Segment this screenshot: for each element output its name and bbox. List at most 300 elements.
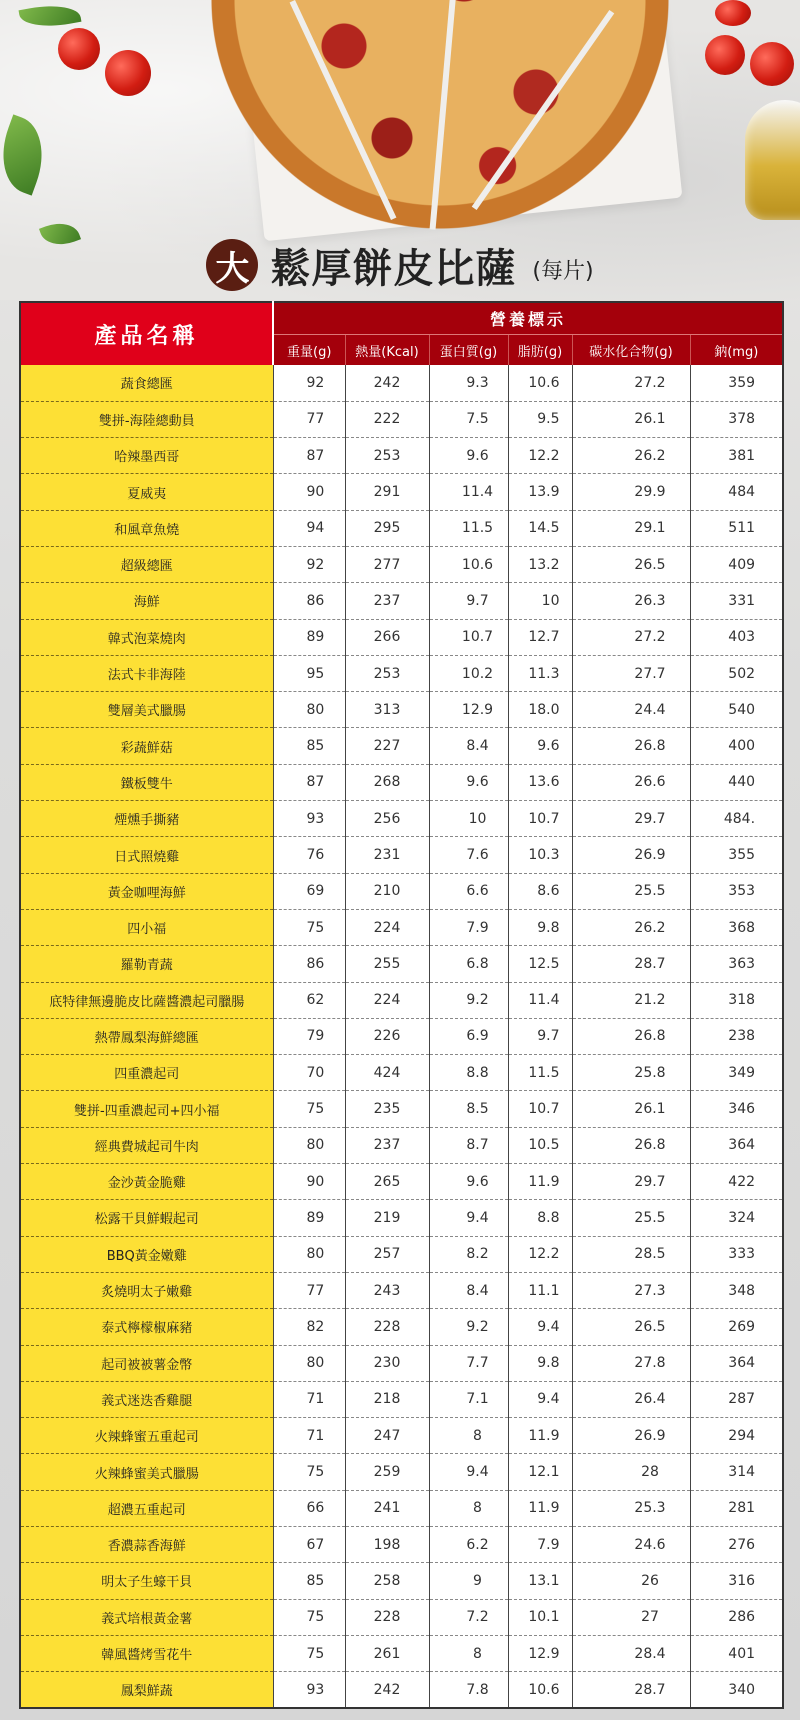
nutrition-value-cell xyxy=(572,1272,690,1308)
nutrition-value-cell xyxy=(273,982,345,1018)
nutrition-value: 364 xyxy=(728,1137,756,1154)
nutrition-value: 87 xyxy=(306,447,325,464)
nutrition-value: 7.9 xyxy=(537,1536,560,1553)
nutrition-value-cell xyxy=(508,1527,572,1563)
title-main: 鬆厚餅皮比薩 xyxy=(270,245,517,292)
table-row xyxy=(20,583,783,619)
nutrition-value: 226 xyxy=(373,1028,401,1045)
nutrition-value: 8 xyxy=(473,1427,482,1444)
nutrition-value: 27.3 xyxy=(634,1282,666,1299)
table-row xyxy=(20,764,783,800)
nutrition-value-cell xyxy=(345,1454,429,1490)
nutrition-value-cell xyxy=(572,692,690,728)
nutrition-value: 340 xyxy=(728,1681,756,1698)
nutrition-value: 238 xyxy=(728,1028,756,1045)
nutrition-value-cell xyxy=(508,1418,572,1454)
nutrition-value: 7.6 xyxy=(466,847,489,863)
table-row xyxy=(20,1200,783,1236)
nutrition-value-cell xyxy=(429,1345,508,1381)
nutrition-value-cell xyxy=(508,1272,572,1308)
nutrition-value-cell xyxy=(572,946,690,982)
nutrition-value-cell xyxy=(273,1200,345,1236)
nutrition-value-cell xyxy=(572,1490,690,1526)
nutrition-value: 9.6 xyxy=(466,447,489,464)
table-row xyxy=(20,474,783,510)
product-name-cell: 超級總匯 xyxy=(20,546,273,582)
product-name-cell: 義式迷迭香雞腿 xyxy=(20,1381,273,1417)
nutrition-value: 77 xyxy=(306,411,325,428)
table-row xyxy=(20,1164,783,1200)
nutrition-value-cell xyxy=(690,909,783,945)
nutrition-value-cell xyxy=(273,655,345,691)
nutrition-value: 331 xyxy=(728,592,756,609)
nutrition-value-cell xyxy=(345,1091,429,1127)
nutrition-value: 28 xyxy=(641,1464,659,1481)
nutrition-value: 11.9 xyxy=(528,1500,560,1517)
page-title xyxy=(0,237,800,293)
nutrition-value: 75 xyxy=(306,1101,325,1118)
nutrition-value: 9.2 xyxy=(466,1318,489,1335)
nutrition-value: 9.6 xyxy=(537,738,560,755)
column-header: 鈉(mg) xyxy=(690,335,783,366)
product-name-cell: 彩蔬鮮菇 xyxy=(20,728,273,764)
table-row xyxy=(20,1599,783,1635)
table-row xyxy=(20,365,783,401)
nutrition-value-cell xyxy=(345,1127,429,1163)
nutrition-value-cell xyxy=(508,946,572,982)
nutrition-value-cell xyxy=(690,1672,783,1708)
nutrition-value-cell xyxy=(690,1164,783,1200)
nutrition-value-cell xyxy=(690,1091,783,1127)
nutrition-value-cell xyxy=(572,1091,690,1127)
nutrition-value: 93 xyxy=(306,810,325,827)
nutrition-value: 62 xyxy=(306,992,325,1009)
nutrition-value-cell xyxy=(690,1272,783,1308)
nutrition-value: 401 xyxy=(728,1645,756,1662)
nutrition-value: 26.9 xyxy=(634,847,666,863)
product-name-cell: 底特律無邊脆皮比薩醬濃起司臘腸 xyxy=(20,982,273,1018)
nutrition-value: 316 xyxy=(728,1572,756,1589)
nutrition-value-cell xyxy=(273,619,345,655)
nutrition-value: 266 xyxy=(373,629,401,646)
nutrition-value-cell xyxy=(690,1200,783,1236)
nutrition-value-cell xyxy=(690,982,783,1018)
nutrition-value: 71 xyxy=(306,1391,325,1408)
nutrition-value-cell xyxy=(429,583,508,619)
nutrition-value: 27.8 xyxy=(634,1355,666,1372)
nutrition-value-cell xyxy=(273,365,345,401)
nutrition-value-cell xyxy=(429,546,508,582)
table-row xyxy=(20,1454,783,1490)
nutrition-value: 11.5 xyxy=(528,1064,560,1081)
nutrition-value-cell xyxy=(508,692,572,728)
nutrition-value-cell xyxy=(508,764,572,800)
nutrition-value: 25.5 xyxy=(634,883,666,900)
nutrition-value: 9.4 xyxy=(466,1209,489,1226)
nutrition-value-cell xyxy=(572,837,690,873)
nutrition-value: 80 xyxy=(306,701,325,718)
nutrition-value-cell xyxy=(508,1563,572,1599)
nutrition-value-cell xyxy=(572,1635,690,1671)
nutrition-value-cell xyxy=(508,909,572,945)
nutrition-value: 90 xyxy=(306,1173,325,1190)
column-header: 碳水化合物(g) xyxy=(572,335,690,366)
nutrition-value-cell xyxy=(572,1055,690,1091)
tomato-icon xyxy=(705,35,745,75)
nutrition-value: 26.2 xyxy=(634,447,666,464)
nutrition-value: 258 xyxy=(373,1572,401,1589)
table-row xyxy=(20,438,783,474)
nutrition-value-cell xyxy=(690,1018,783,1054)
nutrition-value: 12.9 xyxy=(461,701,494,718)
product-name-cell: 雙拼-海陸總動員 xyxy=(20,401,273,437)
nutrition-value: 87 xyxy=(306,774,325,791)
nutrition-value-cell xyxy=(345,946,429,982)
nutrition-value-cell xyxy=(345,1672,429,1708)
table-row xyxy=(20,1381,783,1417)
nutrition-value-cell xyxy=(690,873,783,909)
nutrition-value-cell xyxy=(572,1345,690,1381)
nutrition-value-cell xyxy=(572,1563,690,1599)
nutrition-value: 409 xyxy=(728,556,756,573)
nutrition-value: 66 xyxy=(306,1500,325,1517)
nutrition-value-cell xyxy=(345,1635,429,1671)
nutrition-value-cell xyxy=(345,764,429,800)
column-header: 脂肪(g) xyxy=(508,335,572,366)
nutrition-value-cell xyxy=(273,401,345,437)
nutrition-value-cell xyxy=(572,909,690,945)
nutrition-value-cell xyxy=(508,546,572,582)
nutrition-value: 89 xyxy=(306,629,325,646)
nutrition-value-cell xyxy=(572,1309,690,1345)
nutrition-value-cell xyxy=(508,619,572,655)
nutrition-value: 8.6 xyxy=(537,883,560,900)
nutrition-value: 13.2 xyxy=(528,556,560,573)
nutrition-value: 210 xyxy=(373,883,401,900)
nutrition-value: 224 xyxy=(373,919,401,936)
nutrition-value-cell xyxy=(690,510,783,546)
nutrition-value: 333 xyxy=(728,1246,756,1263)
nutrition-value: 18.0 xyxy=(528,701,560,718)
nutrition-value: 12.7 xyxy=(528,629,560,646)
nutrition-value: 75 xyxy=(306,1609,325,1626)
nutrition-value: 11.3 xyxy=(528,665,560,682)
nutrition-value-cell xyxy=(273,692,345,728)
nutrition-value-cell xyxy=(429,1091,508,1127)
nutrition-value: 368 xyxy=(728,919,756,936)
nutrition-value: 8.8 xyxy=(537,1209,560,1226)
nutrition-value: 27.2 xyxy=(634,374,666,391)
nutrition-value-cell xyxy=(690,1345,783,1381)
table-row xyxy=(20,728,783,764)
nutrition-value-cell xyxy=(572,1672,690,1708)
nutrition-label-header: 營養標示 xyxy=(273,302,783,335)
nutrition-value: 7.2 xyxy=(466,1609,489,1626)
nutrition-value: 261 xyxy=(373,1645,401,1662)
table-row xyxy=(20,619,783,655)
nutrition-value-cell xyxy=(429,801,508,837)
nutrition-value-cell xyxy=(429,692,508,728)
product-name-cell: 火辣蜂蜜美式臘腸 xyxy=(20,1454,273,1490)
nutrition-value: 8.7 xyxy=(466,1137,489,1154)
nutrition-value: 11.9 xyxy=(528,1427,560,1444)
nutrition-value: 318 xyxy=(728,992,756,1009)
nutrition-value: 222 xyxy=(373,411,401,428)
product-name-cell: 日式照燒雞 xyxy=(20,837,273,873)
table-row xyxy=(20,1490,783,1526)
nutrition-value-cell xyxy=(273,583,345,619)
nutrition-value-cell xyxy=(273,1345,345,1381)
nutrition-value: 26 xyxy=(641,1572,659,1589)
nutrition-value: 10.5 xyxy=(528,1137,560,1154)
nutrition-value: 82 xyxy=(306,1318,325,1335)
nutrition-value-cell xyxy=(429,1599,508,1635)
nutrition-value-cell xyxy=(429,728,508,764)
nutrition-value: 12.5 xyxy=(528,955,560,972)
nutrition-value-cell xyxy=(273,474,345,510)
product-name-cell: 火辣蜂蜜五重起司 xyxy=(20,1418,273,1454)
nutrition-value: 75 xyxy=(306,1464,325,1481)
nutrition-value-cell xyxy=(429,946,508,982)
nutrition-value-cell xyxy=(273,728,345,764)
nutrition-value-cell xyxy=(273,510,345,546)
nutrition-value-cell xyxy=(345,728,429,764)
product-name-cell: 羅勒青蔬 xyxy=(20,946,273,982)
nutrition-value: 424 xyxy=(373,1064,401,1081)
nutrition-value-cell xyxy=(572,1527,690,1563)
product-name-cell: 雙層美式臘腸 xyxy=(20,692,273,728)
table-row xyxy=(20,1272,783,1308)
nutrition-value-cell xyxy=(345,401,429,437)
nutrition-value-cell xyxy=(690,401,783,437)
nutrition-value-cell xyxy=(690,546,783,582)
nutrition-value: 21.2 xyxy=(634,992,666,1009)
nutrition-value: 9.7 xyxy=(466,592,489,609)
nutrition-value-cell xyxy=(429,982,508,1018)
nutrition-value: 7.1 xyxy=(466,1391,489,1408)
product-name-cell: 雙拼-四重濃起司+四小福 xyxy=(20,1091,273,1127)
nutrition-value: 70 xyxy=(306,1064,325,1081)
nutrition-value-cell xyxy=(572,583,690,619)
nutrition-value: 219 xyxy=(373,1209,401,1226)
nutrition-value: 484 xyxy=(728,484,756,501)
nutrition-value-cell xyxy=(429,1309,508,1345)
nutrition-value: 10.7 xyxy=(528,1101,560,1118)
nutrition-value: 287 xyxy=(728,1391,756,1408)
nutrition-value: 9.4 xyxy=(466,1464,489,1481)
table-row xyxy=(20,1527,783,1563)
nutrition-value-cell xyxy=(690,764,783,800)
nutrition-value-cell xyxy=(508,1200,572,1236)
size-badge: 大 xyxy=(206,239,258,291)
nutrition-value-cell xyxy=(572,728,690,764)
nutrition-value-cell xyxy=(429,1527,508,1563)
table-row xyxy=(20,1345,783,1381)
nutrition-value-cell xyxy=(345,1018,429,1054)
nutrition-value: 231 xyxy=(373,847,401,863)
nutrition-value: 12.2 xyxy=(528,1246,560,1263)
product-name-cell: 韓式泡菜燒肉 xyxy=(20,619,273,655)
nutrition-value-cell xyxy=(429,438,508,474)
nutrition-value-cell xyxy=(508,728,572,764)
table-row xyxy=(20,1127,783,1163)
nutrition-value-cell xyxy=(273,1454,345,1490)
nutrition-value: 218 xyxy=(373,1391,401,1408)
nutrition-value-cell xyxy=(429,474,508,510)
nutrition-value: 484. xyxy=(723,810,756,827)
nutrition-value: 281 xyxy=(728,1500,756,1517)
nutrition-value: 27.7 xyxy=(634,665,666,682)
nutrition-value: 9.7 xyxy=(537,1028,560,1045)
nutrition-value: 381 xyxy=(728,447,756,464)
nutrition-value-cell xyxy=(690,1309,783,1345)
nutrition-value-cell xyxy=(572,474,690,510)
nutrition-value-cell xyxy=(273,546,345,582)
nutrition-value: 378 xyxy=(728,411,756,428)
nutrition-value: 227 xyxy=(373,738,401,755)
nutrition-value-cell xyxy=(273,1635,345,1671)
nutrition-value-cell xyxy=(345,1055,429,1091)
nutrition-value-cell xyxy=(508,438,572,474)
table-row xyxy=(20,510,783,546)
product-name-cell: 經典費城起司牛肉 xyxy=(20,1127,273,1163)
nutrition-value-cell xyxy=(690,801,783,837)
nutrition-value: 13.1 xyxy=(528,1572,560,1589)
nutrition-value: 10.6 xyxy=(528,374,560,391)
nutrition-value: 9.2 xyxy=(466,992,489,1009)
nutrition-value: 353 xyxy=(728,883,756,900)
nutrition-value: 6.2 xyxy=(466,1536,489,1553)
nutrition-value: 69 xyxy=(306,883,325,900)
nutrition-value-cell xyxy=(690,1563,783,1599)
nutrition-value: 24.6 xyxy=(634,1536,666,1553)
nutrition-value-cell xyxy=(345,1490,429,1526)
nutrition-value: 265 xyxy=(373,1173,401,1190)
nutrition-table xyxy=(19,301,784,1709)
table-row xyxy=(20,801,783,837)
nutrition-value-cell xyxy=(345,438,429,474)
nutrition-value: 25.8 xyxy=(634,1064,666,1081)
nutrition-value-cell xyxy=(508,982,572,1018)
nutrition-value-cell xyxy=(429,1635,508,1671)
nutrition-value: 12.2 xyxy=(528,447,560,464)
nutrition-value-cell xyxy=(273,801,345,837)
nutrition-value: 242 xyxy=(373,374,401,391)
product-name-cell: 海鮮 xyxy=(20,583,273,619)
product-name-cell: 法式卡非海陸 xyxy=(20,655,273,691)
nutrition-value-cell xyxy=(508,1309,572,1345)
nutrition-value-cell xyxy=(345,1599,429,1635)
nutrition-value: 11.5 xyxy=(461,520,494,537)
nutrition-value: 11.9 xyxy=(528,1173,560,1190)
nutrition-value: 10.1 xyxy=(528,1609,560,1626)
nutrition-value: 259 xyxy=(373,1464,401,1481)
nutrition-value: 7.9 xyxy=(466,919,489,936)
nutrition-value-cell xyxy=(572,655,690,691)
nutrition-value-cell xyxy=(508,873,572,909)
nutrition-value: 14.5 xyxy=(528,520,560,537)
title-sub: (每片) xyxy=(532,259,594,284)
nutrition-value-cell xyxy=(572,1454,690,1490)
nutrition-value-cell xyxy=(345,1309,429,1345)
nutrition-value-cell xyxy=(273,1164,345,1200)
nutrition-value-cell xyxy=(273,1527,345,1563)
nutrition-value: 85 xyxy=(306,738,325,755)
table-row xyxy=(20,873,783,909)
nutrition-value-cell xyxy=(429,1381,508,1417)
nutrition-value-cell xyxy=(690,1381,783,1417)
nutrition-value-cell xyxy=(345,510,429,546)
nutrition-value: 314 xyxy=(728,1464,756,1481)
nutrition-value-cell xyxy=(572,546,690,582)
nutrition-value: 348 xyxy=(728,1282,756,1299)
nutrition-value-cell xyxy=(345,1381,429,1417)
nutrition-value-cell xyxy=(273,438,345,474)
nutrition-value-cell xyxy=(345,474,429,510)
nutrition-value-cell xyxy=(572,1200,690,1236)
nutrition-value: 277 xyxy=(373,556,401,573)
table-row xyxy=(20,1309,783,1345)
nutrition-value: 11.4 xyxy=(461,484,494,501)
nutrition-value-cell xyxy=(345,692,429,728)
nutrition-value-cell xyxy=(690,1418,783,1454)
nutrition-value-cell xyxy=(345,583,429,619)
nutrition-value: 403 xyxy=(728,629,756,646)
nutrition-value-cell xyxy=(690,1055,783,1091)
nutrition-value: 8 xyxy=(473,1645,482,1662)
nutrition-value: 9.6 xyxy=(466,1173,489,1190)
table-body xyxy=(20,365,783,1708)
nutrition-value: 86 xyxy=(306,955,325,972)
nutrition-value-cell xyxy=(273,909,345,945)
nutrition-value-cell xyxy=(690,946,783,982)
nutrition-value-cell xyxy=(508,365,572,401)
nutrition-value: 228 xyxy=(373,1318,401,1335)
nutrition-value-cell xyxy=(273,946,345,982)
nutrition-value-cell xyxy=(345,1345,429,1381)
nutrition-value-cell xyxy=(273,1599,345,1635)
nutrition-value: 67 xyxy=(306,1536,325,1553)
column-header: 蛋白質(g) xyxy=(429,335,508,366)
table-row xyxy=(20,837,783,873)
nutrition-value-cell xyxy=(572,1018,690,1054)
nutrition-value: 10.6 xyxy=(461,556,494,573)
table-row xyxy=(20,546,783,582)
product-name-header: 產品名稱 xyxy=(20,302,273,365)
product-name-cell: 炙燒明太子嫩雞 xyxy=(20,1272,273,1308)
nutrition-value-cell xyxy=(508,1127,572,1163)
nutrition-value: 29.7 xyxy=(634,810,666,827)
nutrition-value-cell xyxy=(429,1418,508,1454)
product-name-cell: BBQ黃金嫩雞 xyxy=(20,1236,273,1272)
nutrition-value: 400 xyxy=(728,738,756,755)
nutrition-value-cell xyxy=(572,619,690,655)
nutrition-value: 502 xyxy=(728,665,756,682)
table-row xyxy=(20,655,783,691)
nutrition-value-cell xyxy=(273,1672,345,1708)
product-name-cell: 哈辣墨西哥 xyxy=(20,438,273,474)
nutrition-value-cell xyxy=(690,837,783,873)
nutrition-value: 92 xyxy=(306,556,325,573)
product-name-cell: 和風章魚燒 xyxy=(20,510,273,546)
nutrition-value: 6.6 xyxy=(466,883,489,900)
nutrition-value: 29.9 xyxy=(634,484,666,501)
table-row xyxy=(20,1672,783,1708)
nutrition-value-cell xyxy=(429,1018,508,1054)
nutrition-value-cell xyxy=(429,909,508,945)
olive-oil-bottle xyxy=(745,100,800,220)
nutrition-value: 363 xyxy=(728,955,756,972)
